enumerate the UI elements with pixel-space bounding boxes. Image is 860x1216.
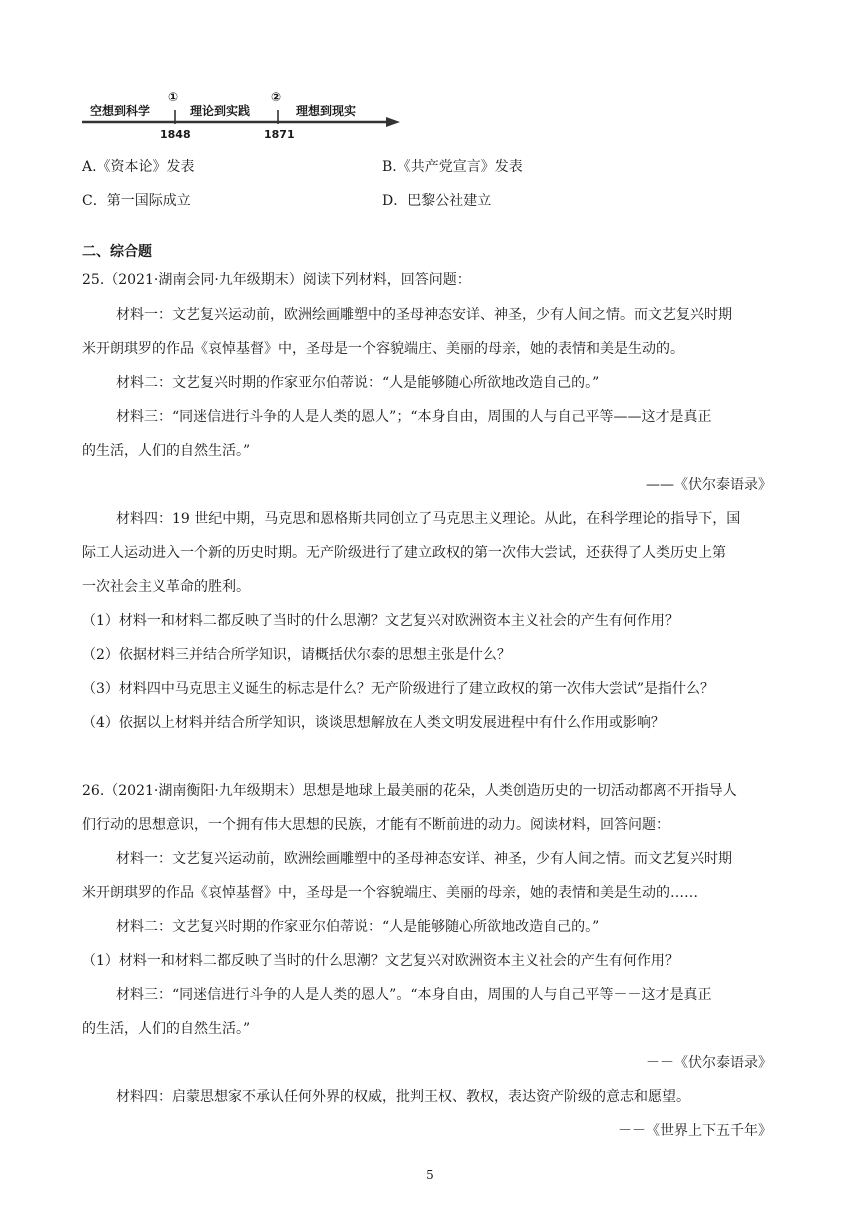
- q26-material2: 材料二：文艺复兴时期的作家亚尔伯蒂说：“人是能够随心所欲地改造自己的。”: [116, 919, 600, 935]
- timeline-mark2: ②: [271, 90, 282, 104]
- q25-question3: （3）材料四中马克思主义诞生的标志是什么？无产阶级进行了建立政权的第一次伟大尝试”是指什么？: [82, 681, 715, 697]
- q26-material4: 材料四：启蒙思想家不承认任何外界的权威，批判王权、教权，表达资产阶级的意志和愿望。: [116, 1089, 690, 1105]
- section-title: 二、综合题: [82, 244, 152, 260]
- page-number: 5: [426, 1168, 434, 1182]
- q26-material4-source: －－《世界上下五千年》: [618, 1123, 772, 1139]
- option-a: A.《资本论》发表: [82, 159, 195, 175]
- q26-material3-line1: 材料三：“同迷信进行斗争的人是人类的恩人”。“本身自由，周围的人与自己平等－－这才是真正: [116, 987, 712, 1003]
- timeline-seg1: 空想到科学: [90, 104, 151, 118]
- q26-stem-line1: 26.（2021·湖南衡阳·九年级期末）思想是地球上最美丽的花朵，人类创造历史的一切活动都离不开指导人: [82, 783, 737, 799]
- q25-material3-line2: 的生活，人们的自然生活。”: [82, 443, 251, 459]
- q25-material3-line1: 材料三：“同迷信进行斗争的人是人类的恩人”；“本身自由，周围的人与自己平等——这才是真正: [116, 409, 712, 425]
- timeline-year2: 1871: [264, 128, 295, 141]
- timeline-figure: [82, 88, 412, 146]
- timeline-year1: 1848: [160, 128, 191, 141]
- timeline-mark1: ①: [168, 90, 179, 104]
- option-b: B.《共产党宣言》发表: [382, 159, 523, 175]
- q26-material1-line2: 米开朗琪罗的作品《哀悼基督》中，圣母是一个容貌端庄、美丽的母亲，她的表情和美是生动的……: [82, 885, 698, 901]
- q25-question2: （2）依据材料三并结合所学知识，请概括伏尔泰的思想主张是什么？: [82, 647, 511, 663]
- option-d: D．巴黎公社建立: [382, 193, 492, 209]
- timeline-seg3: 理想到现实: [296, 104, 357, 118]
- q25-material2: 材料二：文艺复兴时期的作家亚尔伯蒂说：“人是能够随心所欲地改造自己的。”: [116, 375, 600, 391]
- q25-question4: （4）依据以上材料并结合所学知识，谈谈思想解放在人类文明发展进程中有什么作用或影响？: [82, 715, 665, 731]
- q25-material1-line1: 材料一：文艺复兴运动前，欧洲绘画雕塑中的圣母神态安详、神圣，少有人间之情。而文艺复兴时期: [116, 307, 732, 323]
- q25-material3-source: ——《伏尔泰语录》: [646, 477, 772, 493]
- q25-material4-line2: 际工人运动进入一个新的历史时期。无产阶级进行了建立政权的第一次伟大尝试，还获得了人类历史上第: [82, 545, 726, 561]
- q25-material4-line3: 一次社会主义革命的胜利。: [82, 579, 250, 595]
- q26-stem-line2: 们行动的思想意识，一个拥有伟大思想的民族，才能有不断前进的动力。阅读材料，回答问题：: [82, 817, 670, 833]
- timeline-seg2: 理论到实践: [190, 104, 251, 118]
- q25-question1: （1）材料一和材料二都反映了当时的什么思潮？文艺复兴对欧洲资本主义社会的产生有何作用？: [82, 613, 679, 629]
- q26-material3-line2: 的生活，人们的自然生活。”: [82, 1021, 251, 1037]
- q25-material1-line2: 米开朗琪罗的作品《哀悼基督》中，圣母是一个容貌端庄、美丽的母亲，她的表情和美是生动的。: [82, 341, 684, 357]
- q25-material4-line1: 材料四：19 世纪中期，马克思和恩格斯共同创立了马克思主义理论。从此，在科学理论的指导下，国: [116, 511, 741, 527]
- q26-question1: （1）材料一和材料二都反映了当时的什么思潮？文艺复兴对欧洲资本主义社会的产生有何作用？: [82, 953, 679, 969]
- q25-stem: 25.（2021·湖南会同·九年级期末）阅读下列材料，回答问题：: [82, 272, 471, 288]
- q26-material3-source: －－《伏尔泰语录》: [646, 1055, 772, 1071]
- option-c: C．第一国际成立: [82, 193, 191, 209]
- q26-material1-line1: 材料一：文艺复兴运动前，欧洲绘画雕塑中的圣母神态安详、神圣，少有人间之情。而文艺复兴时期: [116, 851, 732, 867]
